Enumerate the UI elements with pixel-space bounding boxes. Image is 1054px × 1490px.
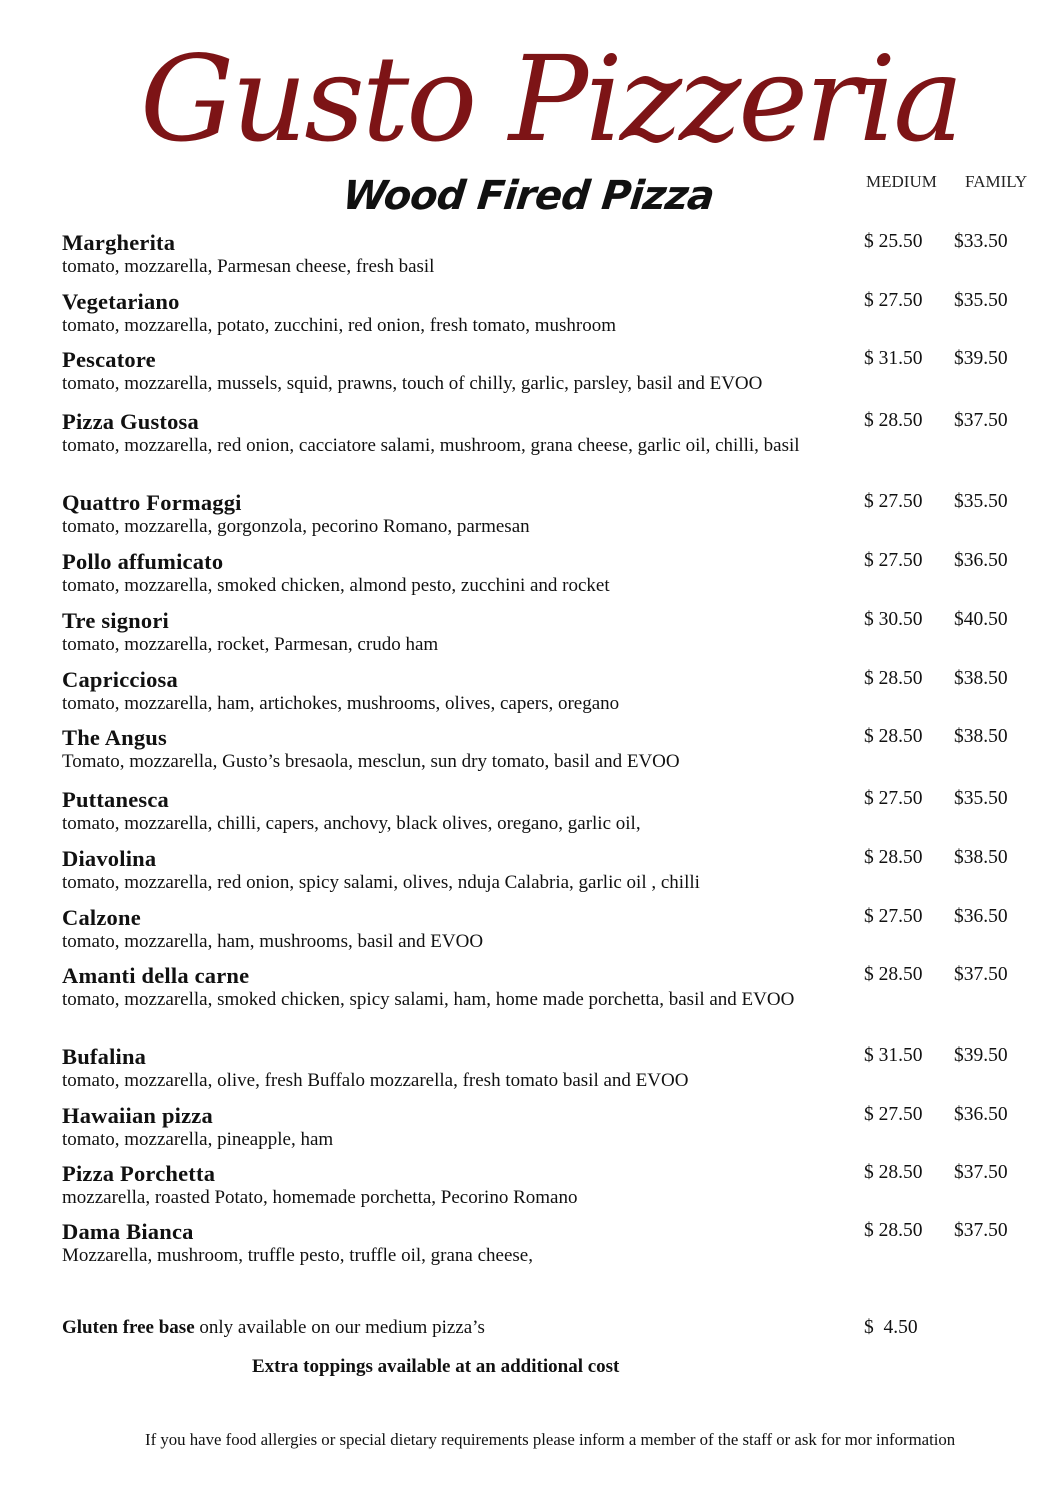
menu-item-price-medium: $ 28.50 [864, 964, 923, 985]
menu-item-price-family: $38.50 [954, 668, 1008, 689]
menu-item [62, 409, 1052, 457]
menu-item [62, 1044, 1052, 1092]
menu-item-name: Diavolina [62, 846, 157, 871]
menu-item-price-medium: $ 31.50 [864, 348, 923, 369]
menu-item-price-family: $39.50 [954, 1045, 1008, 1066]
menu-item-price-family: $38.50 [954, 726, 1008, 747]
gluten-free-label: Gluten free base [62, 1317, 195, 1338]
menu-item-description: tomato, mozzarella, smoked chicken, almond pesto, zucchini and rocket [62, 575, 610, 596]
menu-item-price-medium: $ 28.50 [864, 1220, 923, 1241]
menu-item-price-medium: $ 28.50 [864, 410, 923, 431]
menu-item-name: Pollo affumicato [62, 549, 224, 574]
menu-item [62, 490, 1052, 538]
menu-item-price-medium: $ 27.50 [864, 788, 923, 809]
menu-item-price-family: $40.50 [954, 609, 1008, 630]
menu-item-price-medium: $ 30.50 [864, 609, 923, 630]
menu-item-price-family: $36.50 [954, 906, 1008, 927]
menu-item-description: tomato, mozzarella, smoked chicken, spicy salami, ham, home made porchetta, basil and EVOO [62, 989, 795, 1010]
menu-item-name: Pizza Porchetta [62, 1161, 216, 1186]
menu-item-price-family: $36.50 [954, 1104, 1008, 1125]
restaurant-title: Gusto Pizzeria [140, 30, 961, 168]
menu-item-description: tomato, mozzarella, mussels, squid, prawns, touch of chilly, garlic, parsley, basil and EVOO [62, 373, 763, 394]
menu-item [62, 846, 1052, 894]
menu-item-description: tomato, mozzarella, Parmesan cheese, fresh basil [62, 256, 435, 277]
menu-item-price-family: $37.50 [954, 410, 1008, 431]
menu-item-price-family: $33.50 [954, 231, 1008, 252]
menu-item-description: tomato, mozzarella, ham, mushrooms, basil and EVOO [62, 931, 484, 952]
menu-item-description: tomato, mozzarella, olive, fresh Buffalo mozzarella, fresh tomato basil and EVOO [62, 1070, 689, 1091]
column-header-family: FAMILY [965, 172, 1028, 191]
menu-item-price-medium: $ 31.50 [864, 1045, 923, 1066]
menu-item-description: Mozzarella, mushroom, truffle pesto, truffle oil, grana cheese, [62, 1245, 533, 1266]
menu-item [62, 608, 1052, 656]
menu-item-name: Amanti della carne [62, 963, 250, 988]
menu-item-price-medium: $ 28.50 [864, 668, 923, 689]
menu-item-price-medium: $ 28.50 [864, 847, 923, 868]
menu-item-description: tomato, mozzarella, potato, zucchini, red onion, fresh tomato, mushroom [62, 315, 617, 336]
menu-item-price-family: $35.50 [954, 788, 1008, 809]
menu-item-price-medium: $ 27.50 [864, 550, 923, 571]
menu-item-price-family: $37.50 [954, 964, 1008, 985]
menu-item-price-family: $39.50 [954, 348, 1008, 369]
menu-item-price-family: $37.50 [954, 1220, 1008, 1241]
menu-item-description: Tomato, mozzarella, Gusto’s bresaola, mesclun, sun dry tomato, basil and EVOO [62, 751, 680, 772]
menu-item [62, 549, 1052, 597]
menu-item [62, 905, 1052, 953]
menu-item-name: Capricciosa [62, 667, 178, 692]
menu-item-name: Quattro Formaggi [62, 490, 242, 515]
gluten-free-detail: only available on our medium pizza’s [194, 1317, 485, 1338]
menu-item-name: Pizza Gustosa [62, 409, 199, 434]
menu-item [62, 1103, 1052, 1151]
menu-item-price-family: $35.50 [954, 491, 1008, 512]
menu-item [62, 1219, 1052, 1267]
menu-item-price-medium: $ 27.50 [864, 290, 923, 311]
menu-item-description: tomato, mozzarella, chilli, capers, anchovy, black olives, oregano, garlic oil, [62, 813, 641, 834]
menu-item [62, 725, 1052, 773]
menu-item [62, 787, 1052, 835]
menu-item-name: Pescatore [62, 347, 156, 372]
restaurant-subtitle: Wood Fired Pizza [340, 173, 716, 219]
menu-item-name: Bufalina [62, 1044, 147, 1069]
menu-item [62, 667, 1052, 715]
menu-item-name: The Angus [62, 725, 167, 750]
menu-item-name: Margherita [62, 230, 176, 255]
menu-item-description: tomato, mozzarella, pineapple, ham [62, 1129, 334, 1150]
menu-item-price-medium: $ 27.50 [864, 906, 923, 927]
menu-item-name: Calzone [62, 905, 141, 930]
menu-item [62, 963, 1052, 1011]
menu-item-description: tomato, mozzarella, gorgonzola, pecorino Romano, parmesan [62, 516, 530, 537]
menu-item-name: Hawaiian pizza [62, 1103, 213, 1128]
menu-item-price-family: $35.50 [954, 290, 1008, 311]
menu-item-price-family: $38.50 [954, 847, 1008, 868]
menu-item-price-family: $36.50 [954, 550, 1008, 571]
menu-item-description: tomato, mozzarella, red onion, cacciatore salami, mushroom, grana cheese, garlic oil, chilli, basil [62, 435, 800, 456]
menu-item-name: Tre signori [62, 608, 169, 633]
gluten-free-note [62, 1316, 485, 1340]
menu-item-name: Vegetariano [62, 289, 180, 314]
menu-item-price-medium: $ 27.50 [864, 491, 923, 512]
menu-item-description: tomato, mozzarella, red onion, spicy salami, olives, nduja Calabria, garlic oil , chilli [62, 872, 700, 893]
menu-item [62, 1161, 1052, 1209]
allergy-note: If you have food allergies or special dietary requirements please inform a member of the staff or ask for mor information [145, 1430, 956, 1449]
menu-item-price-medium: $ 28.50 [864, 1162, 923, 1183]
extra-toppings-note: Extra toppings available at an additional cost [252, 1356, 620, 1377]
menu-item-description: tomato, mozzarella, ham, artichokes, mushrooms, olives, capers, oregano [62, 693, 620, 714]
menu-item [62, 347, 1052, 395]
menu-item-description: tomato, mozzarella, rocket, Parmesan, crudo ham [62, 634, 439, 655]
menu-item-price-medium: $ 28.50 [864, 726, 923, 747]
menu-item-price-medium: $ 25.50 [864, 231, 923, 252]
menu-item-price-family: $37.50 [954, 1162, 1008, 1183]
menu-item-name: Puttanesca [62, 787, 169, 812]
menu-item [62, 230, 1052, 278]
menu-item [62, 289, 1052, 337]
menu-item-name: Dama Bianca [62, 1219, 194, 1244]
gluten-free-price: $ 4.50 [864, 1317, 918, 1338]
menu-item-price-medium: $ 27.50 [864, 1104, 923, 1125]
menu-item-description: mozzarella, roasted Potato, homemade porchetta, Pecorino Romano [62, 1187, 578, 1208]
column-header-medium: MEDIUM [866, 172, 937, 191]
